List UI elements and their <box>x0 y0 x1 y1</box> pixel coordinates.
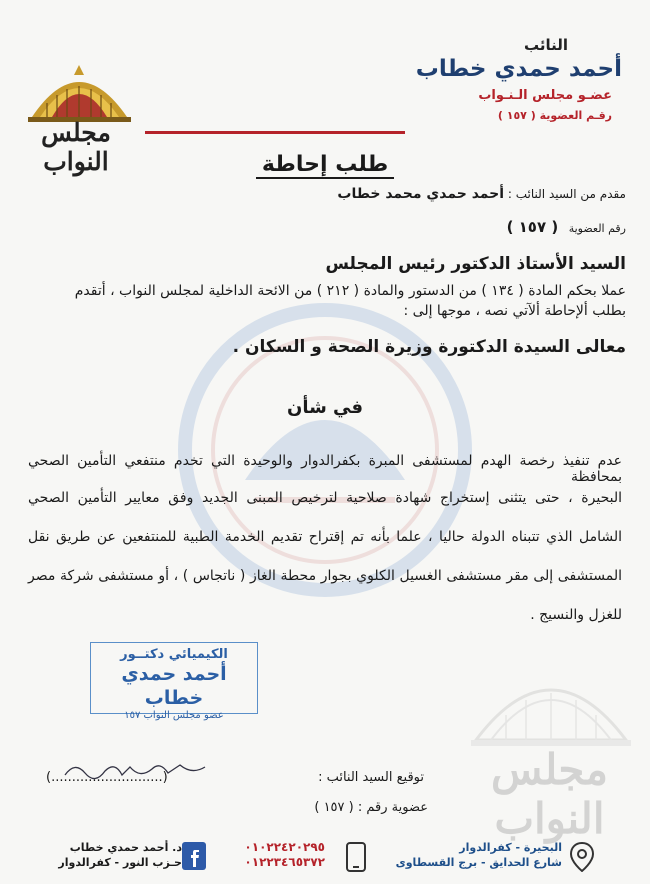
footer-fb-line-2: حـزب النور - كفرالدوار <box>58 856 182 869</box>
stamp-line-2: أحمد حمدي خطاب <box>121 663 227 709</box>
footer-phone-1: ٠١٠٢٢٤٢٠٢٩٥ <box>244 840 325 854</box>
official-stamp <box>90 642 258 721</box>
addressee: السيد الأستاذ الدكتور رئيس المجلس <box>325 254 626 274</box>
body-line: المستشفى إلى مقر مستشفى الغسيل الكلوي بجوار محطة الغاز ( ناتجاس ) ، أو مستشفى شركة مصر <box>28 568 622 584</box>
subject-heading: في شأن <box>286 397 364 418</box>
submitted-by-label: مقدم من السيد النائب : <box>507 187 626 201</box>
header-name: أحمد حمدي خطاب <box>415 56 622 82</box>
signature-dots: (...........................) <box>46 770 168 785</box>
body-line: البحيرة ، حتى يتثنى إستخراج شهادة صلاحية لترخيص المبنى الجديد وفق معايير التأمين الصحي <box>28 490 622 506</box>
body-line: عدم تنفيذ رخصة الهدم لمستشفى المبرة بكفرالدوار والوحيدة التي تخدم منتفعي التأمين الصحي بمحافظة <box>28 453 622 485</box>
footer-location-line-1: البحيرة - كفرالدوار <box>459 841 562 854</box>
footer <box>0 832 650 884</box>
stamp-line-3: عضو مجلس النواب ١٥٧ <box>124 710 224 721</box>
document-title: طلب إحاطة <box>256 152 394 179</box>
body-line: للغزل والنسيج . <box>530 607 622 623</box>
header-membership-number: رقـم العضوية ( ١٥٧ ) <box>497 109 612 122</box>
footer-facebook-text <box>58 840 182 870</box>
intro-line-2: بطلب ألإحاطة ألآتي نصه ، موجها إلى : <box>403 303 626 319</box>
membership-line <box>24 218 626 236</box>
footer-phone-2: ٠١٢٢٣٤٦٥٣٧٢ <box>244 855 325 869</box>
header-divider <box>145 131 405 134</box>
header-role: النائب <box>523 36 568 54</box>
document-title-wrap <box>0 152 650 177</box>
facebook-icon[interactable] <box>182 842 206 870</box>
footer-location-line-2: شارع الحدايق - برج القسطاوى <box>395 856 562 869</box>
handwritten-signature <box>60 757 210 785</box>
location-pin-icon <box>570 842 594 872</box>
watermark-logo-text: مجلس النواب <box>490 745 609 843</box>
membership-label: رقم العضوية <box>568 222 626 235</box>
footer-location <box>396 840 562 870</box>
minister: معالى السيدة الدكتورة وزيرة الصحة و السكان . <box>232 337 626 357</box>
footer-phones <box>244 840 325 870</box>
signature-membership: عضوية رقم : ( ١٥٧ ) <box>314 800 428 815</box>
membership-value: ( ١٥٧ ) <box>506 218 559 236</box>
signature-label: توقيع السيد النائب : <box>318 770 424 785</box>
intro-line-1: عملا بحكم المادة ( ١٣٤ ) من الدستور والمادة ( ٢١٢ ) من الائحة الداخلية لمجلس النواب ، أتقدم <box>74 283 626 299</box>
header-member-of: عضـو مجلس الـنـواب <box>478 88 612 103</box>
submitted-by-name: أحمد حمدي محمد خطاب <box>337 186 505 202</box>
logo-text: مجلس النواب <box>41 118 111 176</box>
body-line: الشامل الذي تتبناه الدولة حاليا ، علما بأنه تم إقتراح تقديم الخدمة الطبية للمنتفعين عن طريق نقل <box>28 529 622 545</box>
footer-fb-line-1: د. أحمد حمدي خطاب <box>69 841 182 854</box>
stamp-line-1: الكيميائي دكتــور <box>120 647 228 662</box>
mobile-phone-icon <box>345 842 367 872</box>
submitted-by <box>24 186 626 202</box>
